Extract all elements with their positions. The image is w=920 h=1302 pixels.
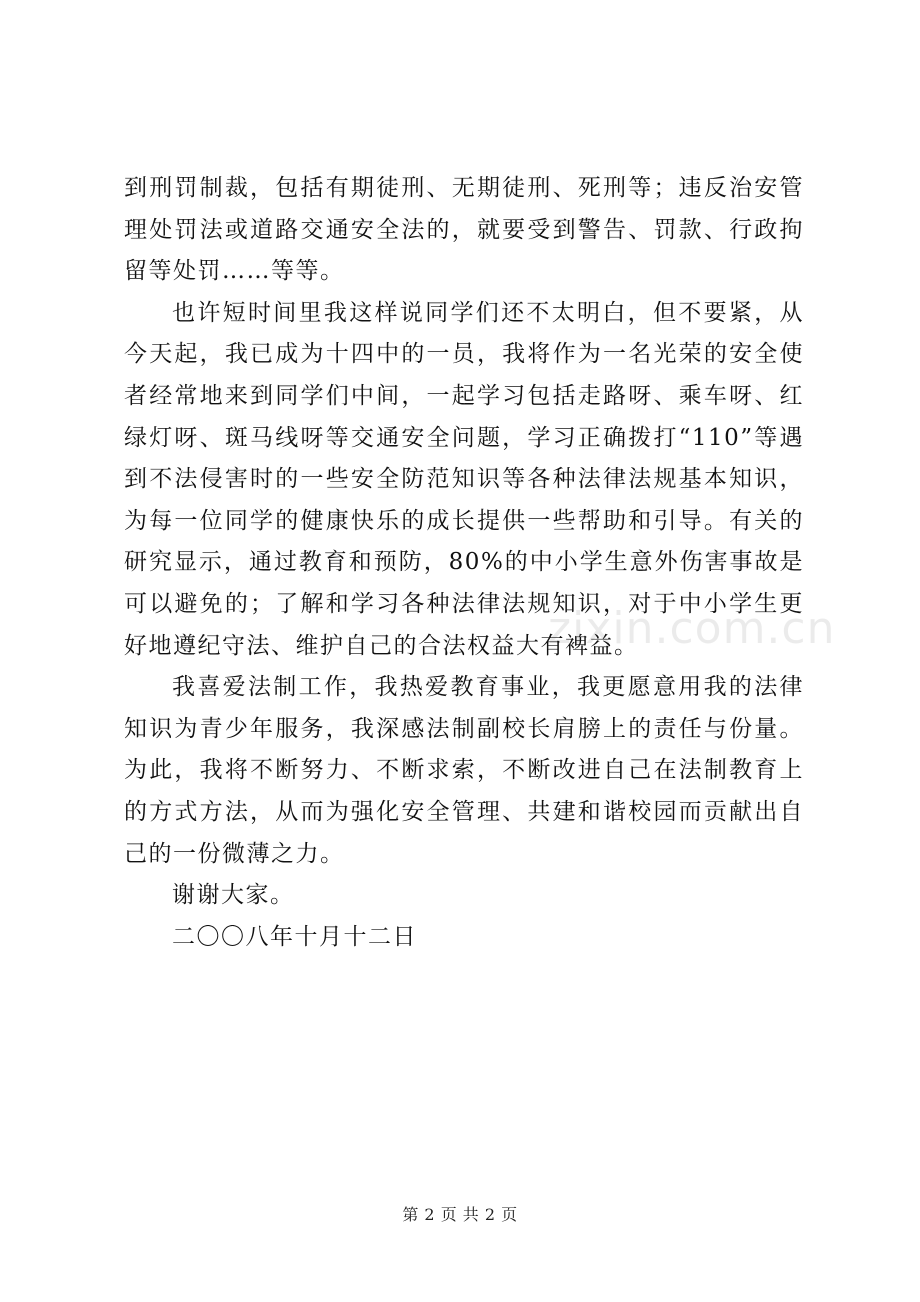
paragraph-2: 也许短时间里我这样说同学们还不太明白，但不要紧，从今天起，我已成为十四中的一员，我将作为一名光荣的安全使者经常地来到同学们中间，一起学习包括走路呀、乘车呀、红绿灯呀、斑马线呀等交通安全问题，学习正确拨打“110”等遇到不法侵害时的一些安全防范知识等各种法律法规基本知识，为每一位同学的健康快乐的成长提供一些帮助和引导。有关的研究显示，通过教育和预防，80%的中小学生意外伤害事故是可以避免的；了解和学习各种法律法规知识，对于中小学生更好地遵纪守法、维护自己的合法权益大有裨益。 bbox=[124, 299, 804, 659]
page-footer: 第 2 页 共 2 页 bbox=[402, 1205, 518, 1224]
document-body bbox=[124, 168, 804, 958]
paragraph-1: 到刑罚制裁，包括有期徒刑、无期徒刑、死刑等；违反治安管理处罚法或道路交通安全法的，就要受到警告、罚款、行政拘留等处罚……等等。 bbox=[124, 175, 804, 285]
watermark: zixin.com.cn bbox=[548, 603, 836, 654]
paragraph-3: 我喜爱法制工作，我热爱教育事业，我更愿意用我的法律知识为青少年服务，我深感法制副校长肩膀上的责任与份量。为此，我将不断努力、不断求索，不断改进自己在法制教育上的方式方法，从而为强化安全管理、共建和谐校园而贡献出自己的一份微薄之力。 bbox=[124, 674, 804, 867]
paragraph-closing: 谢谢大家。 bbox=[172, 882, 295, 909]
paragraph-date: 二〇〇八年十月十二日 bbox=[172, 923, 417, 950]
